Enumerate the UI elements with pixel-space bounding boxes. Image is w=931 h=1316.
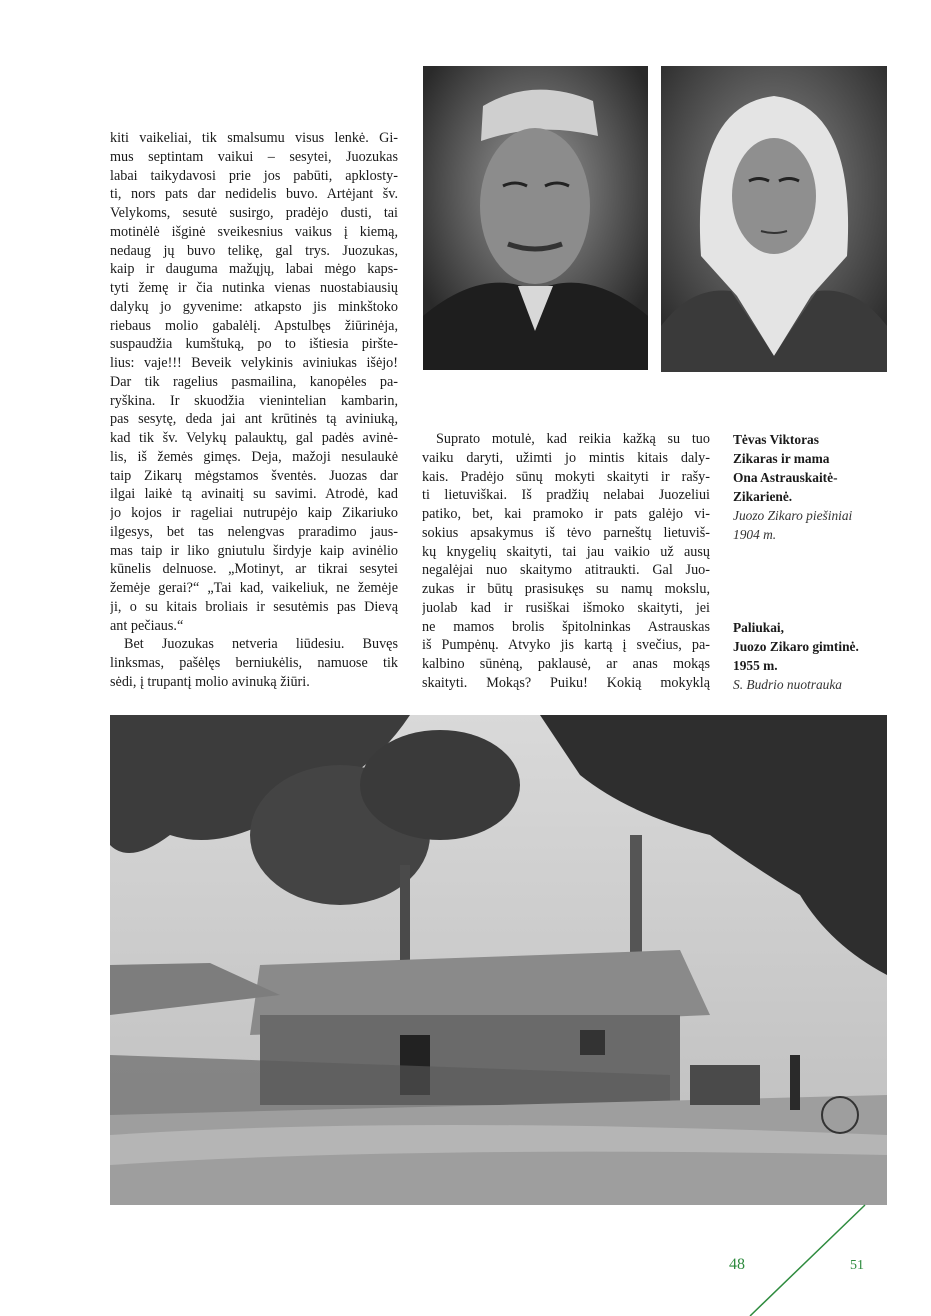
homestead-photo xyxy=(110,715,887,1205)
text-line: Bet Juozukas netveria liūdesiu. Buvęs xyxy=(124,636,398,653)
text-line: ne mamos brolis špitolninkas Astrauskas xyxy=(422,618,710,635)
text-line: žemėje gerai?“ „Tai kad, vaikeliuk, ne žemėje xyxy=(110,580,398,596)
text-line: lis, iš žemės gimęs. Deja, mažoji nesulaukė xyxy=(110,448,398,465)
text-line: Dar tik ragelius pasmailina, kanopėles pa- xyxy=(110,373,398,390)
caption-title-line: Tėvas Viktoras xyxy=(733,432,819,447)
text-line: ti lietuviškai. Iš pradžių nelabai Juozeliui xyxy=(422,487,710,504)
middle-text-column xyxy=(422,430,710,693)
text-line: sokius apsakymus iš tėvo parneštų lietuviš- xyxy=(422,524,710,541)
left-text-column xyxy=(110,129,398,692)
text-line: vaiku daryti, užimti jo mintis kitais daly- xyxy=(422,449,710,466)
caption-credit-line: Juozo Zikaro piešiniai xyxy=(733,508,853,523)
text-line: ilgai laikė tą avinaitį su savimi. Atrodė, kad xyxy=(110,486,398,503)
page-number-right: 51 xyxy=(850,1258,864,1273)
text-line: ji, o su kitais broliais ir sesutėmis pas Dievą xyxy=(110,598,398,615)
text-line: mas taip ir liko gniutulu širdyje kaip avinėlio xyxy=(110,542,398,559)
caption-title-line: Zikarienė. xyxy=(733,489,793,504)
text-line: juolab kad ir rusiškai išmoko skaityti, jei xyxy=(422,599,710,616)
text-line: tyti žemę ir čia nutinka vienas nuostabiausių xyxy=(110,280,398,296)
caption-title-line: Juozo Zikaro gimtinė. xyxy=(733,639,859,654)
text-line: riebaus molio gabalėlį. Apstulbęs žiūrinėja, xyxy=(110,317,398,334)
caption-title-line: Zikaras ir mama xyxy=(733,451,830,466)
text-line: dalykų jo gyvenime: atkapsto jis minkštoko xyxy=(110,298,398,315)
text-line: zukas ir būtų prasisukęs su namų mokslu, xyxy=(422,581,710,597)
caption-title-line: 1955 m. xyxy=(733,658,778,673)
text-line: motinėlė išginė sveikesnius vaikus į kiemą, xyxy=(110,223,398,240)
portrait-father-drawing xyxy=(423,66,648,370)
text-line: linksmas, pašėlęs berniukėlis, namuose tik xyxy=(110,655,398,671)
caption-credit-line: S. Budrio nuotrauka xyxy=(733,677,842,692)
text-line: kų knygelių skaityti, tai jau vaikio už ausų xyxy=(422,543,710,560)
text-line: Suprato motulė, kad reikia kažką su tuo xyxy=(436,431,710,447)
text-line: kad tik šv. Velykų palauktų, gal padės avinė- xyxy=(110,430,398,446)
text-line: sėdi, į trupantį molio avinuką žiūri. xyxy=(110,673,310,690)
caption-title-line: Ona Astrauskaitė- xyxy=(733,470,838,485)
text-line: iš Pumpėnų. Atvyko jis kartą į svečius, pa- xyxy=(422,637,710,654)
text-line: pas sesytę, deda jai ant krūtinės tą aviniuką, xyxy=(110,411,398,428)
text-line: ryškina. Ir skuodžia vienintelian kambarin, xyxy=(110,392,398,409)
text-line: kiti vaikeliai, tik smalsumu visus lenkė. Gi- xyxy=(110,130,398,146)
caption-homestead xyxy=(733,618,893,694)
text-line: kaip ir dauguma mažųjų, labai mėgo kaps- xyxy=(110,261,398,278)
text-line: ti, nors pats dar nedidelis buvo. Artėjant šv. xyxy=(110,186,398,203)
text-line: suspaudžia kumštuką, po to ištiesia piršte- xyxy=(110,336,398,353)
text-line: mus septintam vaikui – sesytei, Juozukas xyxy=(110,148,398,165)
text-line: negalėjai nuo skaitymo atitraukti. Gal Juo- xyxy=(422,562,710,579)
portrait-mother-drawing xyxy=(661,66,887,372)
text-line: ant pečiaus.“ xyxy=(110,617,184,634)
caption-title-line: Paliukai, xyxy=(733,620,784,635)
page-number-left: 48 xyxy=(729,1256,745,1273)
caption-credit-line: 1904 m. xyxy=(733,527,777,542)
caption-portraits xyxy=(733,430,893,544)
text-line: kalbino sūnėną, paklausė, ar anas mokąs xyxy=(422,656,710,672)
text-line: Velykoms, sesutė susirgo, pradėjo dusti, tai xyxy=(110,205,398,221)
text-line: nedaug jų buvo telikę, gal trys. Juozukas, xyxy=(110,242,398,259)
text-line: patiko, bet, kai pramoko ir pats galėjo vi- xyxy=(422,506,710,522)
text-line: skaityti. Mokąs? Puiku! Kokią mokyklą xyxy=(422,674,710,691)
text-line: labai taikydavosi prie jos pabūti, apklosty- xyxy=(110,167,398,184)
text-line: jo kojos ir rageliai nutrupėjo kaip Zikariuko xyxy=(110,505,398,521)
text-line: ilgesys, bet tas nelengvas praradimo jaus- xyxy=(110,523,398,540)
text-line: kūnelis delnuose. „Motinyt, ar tikrai sesytei xyxy=(110,561,398,578)
text-line: taip Zikarų mėgstamos šventės. Juozas dar xyxy=(110,467,398,484)
text-line: kais. Pradėjo sūnų mokyti skaityti ir rašy- xyxy=(422,468,710,485)
text-line: lius: vaje!!! Beveik velykinis aviniukas išėjo! xyxy=(110,355,398,371)
